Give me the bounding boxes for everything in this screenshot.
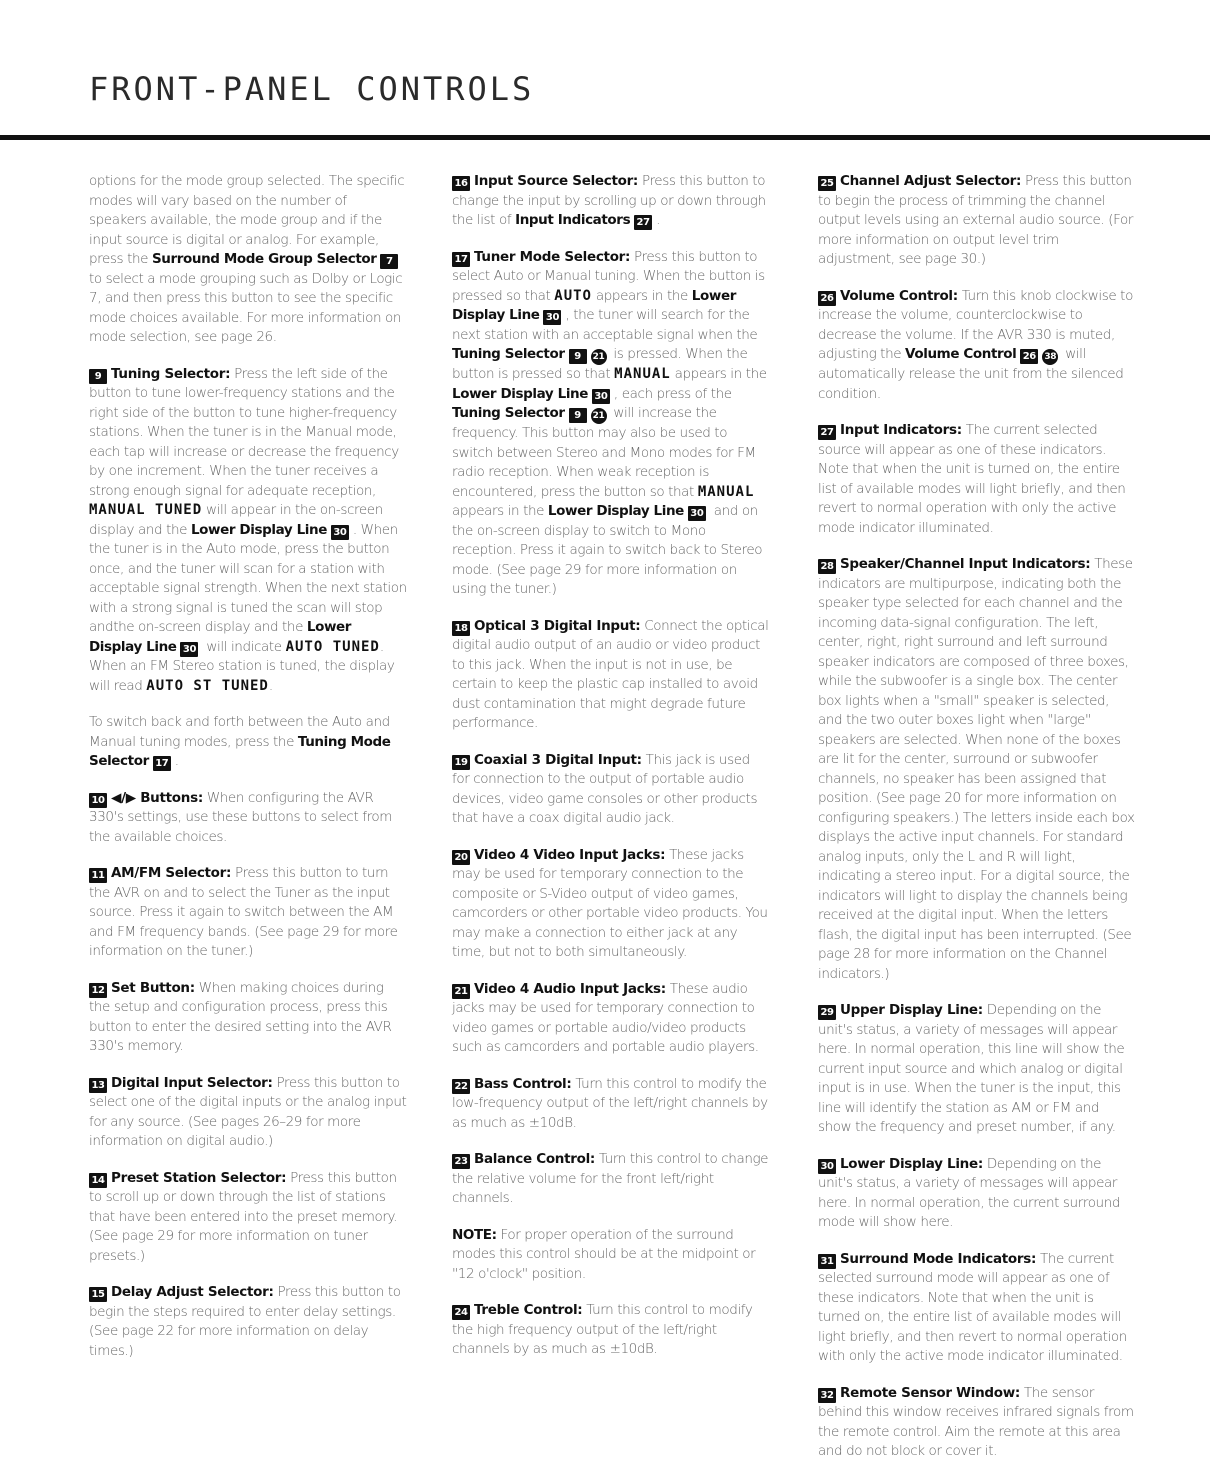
paragraph (818, 1250, 1136, 1367)
callout-number-badge: 16 (452, 176, 470, 191)
reference-circle-badge: 21 (591, 349, 607, 365)
highlight-term: Lower Display Line (452, 287, 736, 323)
paragraph (452, 846, 770, 963)
paragraph (452, 1226, 770, 1285)
paragraph (818, 421, 1136, 538)
paragraph (89, 172, 407, 348)
display-text: MANUAL (614, 366, 671, 382)
callout-number-badge: 31 (818, 1254, 836, 1269)
control-heading: Treble Control: (474, 1302, 583, 1318)
body-text: , each press of the (613, 385, 732, 402)
control-heading: Video 4 Video Input Jacks: (474, 846, 666, 863)
paragraph (818, 555, 1136, 984)
paragraph (89, 1074, 407, 1152)
control-heading: Upper Display Line: (840, 1002, 983, 1018)
callout-number-badge: 26 (818, 291, 836, 306)
body-text: options for the mode group selected. The specific modes will vary based on the number of speakers available, the mode group and if the input source is digital or analog. For example, press the (89, 173, 405, 267)
paragraph (452, 172, 770, 231)
highlight-term: Input Indicators (515, 212, 631, 228)
body-text: Press this button to select Auto or Manual tuning. When the button is pressed so that (452, 248, 765, 304)
paragraph (452, 617, 770, 734)
callout-number-badge: 24 (452, 1305, 470, 1320)
paragraph (89, 789, 407, 848)
control-heading: Remote Sensor Window: (840, 1384, 1020, 1401)
header-rule (0, 135, 1210, 140)
paragraph (818, 287, 1136, 405)
control-heading: Bass Control: (474, 1075, 572, 1092)
callout-number-badge: 23 (452, 1154, 470, 1169)
highlight-term: Lower Display Line (547, 503, 684, 519)
paragraph (818, 1384, 1136, 1462)
body-text: These audio jacks may be used for temporary connection to video games or portable audio/video products such as camcorders and portable audio players. (452, 980, 759, 1055)
control-heading: Channel Adjust Selector: (840, 173, 1022, 189)
body-text: To switch back and forth between the Auto and Manual tuning modes, press the (89, 714, 390, 750)
body-text: For proper operation of the surround modes this control should be at the midpoint or "12 o'clock" position. (452, 1226, 756, 1282)
body-text: Press this button to turn the AVR on and to select the Tuner as the input source. Press it again to switch between the AM and FM frequency bands. (See page 29 for more information on the tuner.) (89, 865, 398, 959)
highlight-term: Tuning Mode Selector (89, 733, 391, 769)
display-text: AUTO TUNED (285, 638, 380, 655)
control-heading: Surround Mode Indicators: (840, 1250, 1037, 1267)
callout-number-badge: 25 (818, 176, 836, 191)
reference-number-badge: 30 (180, 642, 198, 657)
callout-number-badge: 32 (818, 1388, 836, 1403)
reference-number-badge: 30 (331, 525, 349, 540)
control-heading: Tuner Mode Selector: (474, 248, 631, 265)
display-text: AUTO ST TUNED (146, 677, 269, 694)
paragraph (452, 751, 770, 829)
reference-number-badge: 7 (380, 254, 398, 269)
page-title: FRONT-PANEL CONTROLS (89, 70, 535, 108)
body-text: and on the on-screen display to switch to Mono reception. Press it again to switch back to Stereo mode. (See page 29 for more information on using the tuner.) (452, 503, 763, 597)
callout-number-badge: 11 (89, 868, 107, 883)
reference-number-badge: 27 (634, 215, 652, 230)
paragraph (452, 248, 770, 600)
body-text: is pressed. When the button is pressed so that (452, 346, 748, 382)
callout-number-badge: 12 (89, 983, 107, 998)
control-heading: Input Source Selector: (474, 173, 639, 189)
callout-number-badge: 20 (452, 850, 470, 865)
paragraph (452, 980, 770, 1058)
body-text: These indicators are multipurpose, indicating both the speaker type selected for each channel and the incoming data-signal configuration. The left, center, right, right surround and left surround speaker indicators are composed of three boxes, while the subwoofer is a single box. The center box lights when a "small" speaker is selected, and the two outer boxes light when "large" speakers are selected. When none of the boxes are lit for the center, surround or subwoofer channels, no speaker has been assigned that position. (See page 20 for more information on configuring speakers.) The letters inside each box displays the active input channels. For standard analog inputs, only the L and R will light, indicating a stereo input. For a digital source, the indicators will light to display the channels being received at the digital input. When the letters flash, the digital input has been interrupted. (See page 28 for more information on the Channel indicators.) (818, 556, 1135, 982)
paragraph (452, 1150, 770, 1209)
reference-number-badge: 30 (592, 389, 610, 404)
paragraph (89, 365, 407, 697)
body-text: Connect the optical digital audio output of an audio or video product to this jack. When the input is not in use, be certain to keep the plastic cap installed to avoid dust contamination that might degrade future performance. (452, 617, 769, 731)
body-text: , the tuner will search for the next station with an acceptable signal when the (452, 307, 758, 343)
control-heading: Coaxial 3 Digital Input: (474, 751, 642, 768)
body-text: Turn this knob clockwise to increase the volume, counterclockwise to decrease the volume. If the AVR 330 is muted, adjusting the (818, 287, 1133, 362)
body-text: appears in the (670, 366, 767, 382)
body-text: will appear in the on-screen display and the (89, 502, 383, 538)
body-text (565, 346, 569, 362)
body-text: . When the tuner is in the Auto mode, press the button once, and the tuner will scan for a station with acceptable signal strength. When the next station with a strong signal is tuned the scan will stop andthe on-screen display and the (89, 521, 407, 635)
body-text: Turn this control to change the relative volume for the front left/right channels. (452, 1151, 769, 1206)
body-text: Press this button to select one of the digital inputs or the analog input for any source. (See pages 26–29 for more information on digital audio.) (89, 1074, 407, 1149)
reference-number-badge: 26 (1020, 349, 1038, 364)
body-text: Depending on the unit's status, a variety of messages will appear here. In normal operation, this line will show the current input source and which analog or digital input is in use. When the tuner is the input, this line will identify the station as AM or FM and show the frequency and preset number, if any. (818, 1002, 1125, 1135)
control-heading: Balance Control: (474, 1151, 596, 1167)
control-heading: AM/FM Selector: (111, 865, 232, 881)
body-text: The current selected surround mode will appear as one of these indicators. Note that when the unit is turned on, the entire list of available modes will light briefly, and then revert to normal operation with only the active mode indicator illuminated. (818, 1250, 1127, 1364)
body-text: to select a mode grouping such as Dolby or Logic 7, and then press this button to see the specific mode choices available. For more information on mode selection, see page 26. (89, 270, 403, 345)
highlight-term: Tuning Selector (452, 405, 565, 421)
display-text: MANUAL (697, 483, 755, 500)
body-text: These jacks may be used for temporary connection to the composite or S-Video output of video games, camcorders or other portable video products. You may make a connection to either jack at any time, but not to both simultaneously. (452, 846, 768, 960)
callout-number-badge: 13 (89, 1078, 107, 1093)
paragraph (89, 1283, 407, 1361)
control-heading: ◀/▶ Buttons: (111, 789, 203, 806)
body-text: Press this button to begin the process of trimming the channel output levels using an external audio source. (For more information on output level trim adjustment, see page 30.) (818, 173, 1133, 267)
reference-number-badge: 30 (543, 310, 561, 325)
callout-number-badge: 22 (452, 1079, 470, 1094)
callout-number-badge: 14 (89, 1173, 107, 1188)
control-heading: Preset Station Selector: (111, 1169, 287, 1186)
callout-number-badge: 15 (89, 1287, 107, 1302)
reference-number-badge: 17 (153, 756, 171, 771)
body-text: will automatically release the unit from the silenced condition. (818, 346, 1124, 402)
body-text: When making choices during the setup and configuration process, press this button to enter the desired setting into the AVR 330's memory. (89, 979, 392, 1054)
control-heading: Set Button: (111, 979, 195, 996)
highlight-term: Lower Display Line (190, 521, 327, 538)
control-heading: Speaker/Channel Input Indicators: (840, 556, 1091, 572)
paragraph (452, 1075, 770, 1134)
callout-number-badge: 21 (452, 984, 470, 999)
column-2 (452, 172, 770, 1377)
control-heading: Optical 3 Digital Input: (474, 617, 641, 634)
body-text: The sensor behind this window receives infrared signals from the remote control. Aim the remote at this area and do not block or cover it. (818, 1384, 1134, 1459)
control-heading: Digital Input Selector: (111, 1074, 273, 1091)
body-text: Press the left side of the button to tune lower-frequency stations and the right side of the button to tune higher-frequency stations. When the tuner is in the Manual mode, each tap will increase or decrease the frequency by one increment. When the tuner receives a strong enough signal for adequate reception, (89, 365, 399, 499)
body-text: Press this button to scroll up or down through the list of stations that have been entered into the preset memory. (See page 29 for more information on tuner presets.) (89, 1169, 398, 1264)
body-text: . When an FM Stereo station is tuned, the display will read (89, 638, 395, 694)
body-text: Turn this control to modify the low-frequency output of the left/right channels by as much as ±10dB. (452, 1075, 768, 1131)
reference-number-badge: 30 (688, 506, 706, 521)
reference-number-badge: 9 (569, 408, 587, 423)
body-text: . (268, 677, 273, 694)
highlight-term: Lower Display Line (452, 385, 589, 402)
callout-number-badge: 27 (818, 425, 836, 440)
control-heading: Video 4 Audio Input Jacks: (474, 980, 666, 997)
body-text: . (656, 212, 661, 228)
callout-number-badge: 10 (89, 793, 107, 808)
body-text: Depending on the unit's status, a variety of messages will appear here. In normal operation, the current surround mode will show here. (818, 1155, 1121, 1230)
display-text: MANUAL TUNED (89, 502, 203, 518)
callout-number-badge: 30 (818, 1159, 836, 1174)
body-text: Press this button to begin the steps required to enter delay settings. (See page 22 for more information on delay times.) (89, 1284, 401, 1359)
column-3 (818, 172, 1136, 1479)
body-text: . (174, 753, 179, 769)
highlight-term: Volume Control (905, 346, 1017, 362)
body-text: Press this button to change the input by scrolling up or down through the list of (452, 173, 766, 228)
paragraph (89, 979, 407, 1057)
paragraph (89, 864, 407, 962)
body-text: The current selected source will appear as one of these indicators. Note that when the unit is turned on, the entire list of available modes will light briefly, and then revert to normal operation with only the active mode indicator illuminated. (818, 422, 1126, 536)
body-text: appears in the (452, 503, 548, 519)
body-text: will indicate (202, 638, 286, 655)
body-text: This jack is used for connection to the output of portable audio devices, video game consoles or other products that have a coax digital audio jack. (452, 751, 758, 826)
callout-number-badge: 28 (818, 559, 836, 574)
paragraph (818, 1001, 1136, 1138)
callout-number-badge: 18 (452, 621, 470, 636)
body-text (565, 405, 569, 421)
control-heading: Lower Display Line: (840, 1155, 983, 1172)
body-text: Turn this control to modify the high frequency output of the left/right channels by as much as ±10dB. (452, 1302, 753, 1357)
paragraph (818, 172, 1136, 270)
control-heading: Delay Adjust Selector: (111, 1284, 274, 1300)
control-heading: Tuning Selector: (111, 365, 231, 382)
paragraph (818, 1155, 1136, 1233)
paragraph (452, 1301, 770, 1360)
callout-number-badge: 29 (818, 1005, 836, 1020)
callout-number-badge: 17 (452, 252, 470, 267)
callout-number-badge: 19 (452, 755, 470, 770)
paragraph (89, 1169, 407, 1267)
control-heading: Volume Control: (840, 287, 958, 304)
reference-circle-badge: 38 (1042, 349, 1058, 365)
highlight-term: NOTE: (452, 1226, 497, 1243)
control-heading: Input Indicators: (840, 422, 962, 438)
reference-number-badge: 9 (569, 349, 587, 364)
display-text: AUTO (554, 287, 592, 304)
body-text: appears in the (591, 287, 692, 304)
column-1 (89, 172, 407, 1378)
callout-number-badge: 9 (89, 369, 107, 384)
highlight-term: Lower Display Line (89, 619, 352, 655)
reference-circle-badge: 21 (591, 408, 607, 424)
paragraph (89, 713, 407, 772)
body-text: will increase the frequency. This button may also be used to switch between Stereo and Mono modes for FM radio reception. When weak reception is encountered, press the button so that (452, 405, 756, 500)
highlight-term: Tuning Selector (452, 346, 565, 362)
body-text: When configuring the AVR 330's settings, use these buttons to select from the available choices. (89, 789, 393, 845)
highlight-term: Surround Mode Group Selector (151, 251, 377, 267)
